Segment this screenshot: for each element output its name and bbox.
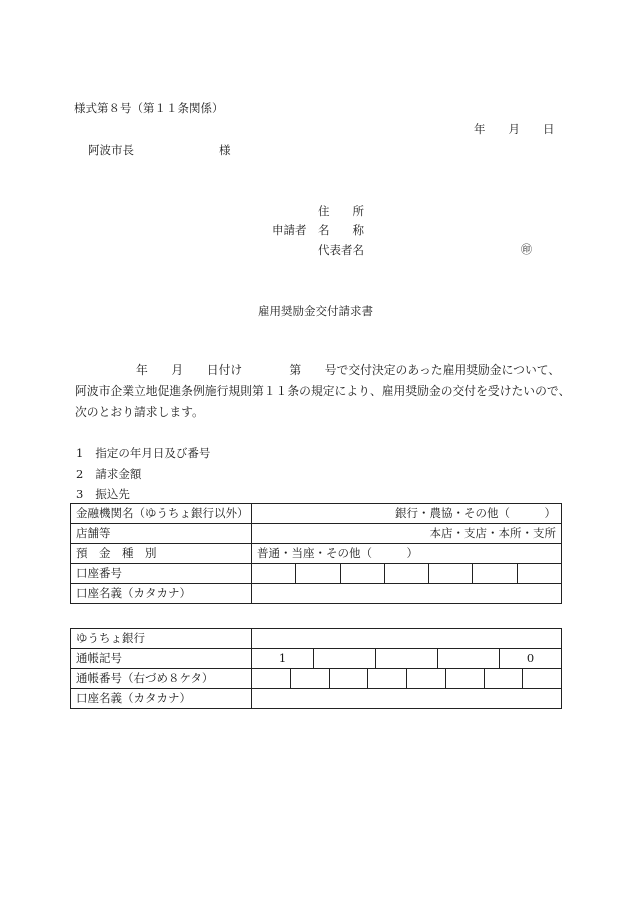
account-number-cells[interactable] (252, 564, 562, 584)
table-row (71, 669, 562, 689)
branch-options[interactable]: 本店・支店・本所・支所 (252, 524, 562, 544)
yucho-account-table (70, 628, 562, 709)
digit-cell[interactable] (367, 669, 406, 688)
applicant-name: 名 称 (318, 223, 364, 237)
table-row (71, 504, 562, 524)
institution-options[interactable]: 銀行・農協・その他（ ） (252, 504, 562, 524)
item-label: 請求金額 (95, 467, 142, 481)
digit-cell[interactable] (472, 564, 516, 583)
branch-label: 店舗等 (71, 524, 252, 544)
table-row (71, 629, 562, 649)
body-line-2: 阿波市企業立地促進条例施行規則第１１条の規定により、雇用奨励金の交付を受けたいので、 (75, 384, 571, 398)
item-3 (76, 487, 130, 501)
body-line-1: 年 月 日付け 第 号で交付決定のあった雇用奨励金について、 (136, 363, 561, 377)
symbol-cell[interactable] (375, 649, 437, 668)
item-label: 指定の年月日及び番号 (95, 446, 211, 460)
digit-cell[interactable] (384, 564, 428, 583)
item-number: 1 (76, 446, 84, 460)
applicant-representative: 代表者名 (318, 243, 364, 257)
applicant-label: 申請者 (272, 223, 307, 237)
yucho-holder-label: 口座名義（カタカナ） (71, 689, 252, 709)
digit-cell[interactable] (428, 564, 472, 583)
passbook-symbol-label: 通帳記号 (71, 649, 252, 669)
symbol-cell[interactable]: 1 (278, 651, 287, 665)
yucho-bank-field[interactable] (252, 629, 562, 649)
bank-account-table (70, 503, 562, 604)
institution-label: 金融機関名（ゆうちょ銀行以外） (71, 504, 252, 524)
digit-cell[interactable] (445, 669, 484, 688)
digit-cell[interactable] (329, 669, 368, 688)
item-2 (76, 467, 141, 481)
passbook-number-cells[interactable] (252, 669, 562, 689)
addressee: 阿波市長 (88, 143, 134, 157)
digit-cell[interactable] (484, 669, 523, 688)
item-number: 2 (76, 467, 84, 481)
applicant-address: 住 所 (318, 204, 364, 218)
digit-cell[interactable] (522, 669, 561, 688)
digit-cell[interactable] (340, 564, 384, 583)
symbol-cell[interactable]: 0 (499, 649, 561, 668)
deposit-type-label: 預 金 種 別 (71, 544, 252, 564)
symbol-cell[interactable] (313, 649, 375, 668)
digit-cell[interactable] (290, 669, 329, 688)
yucho-bank-label: ゆうちょ銀行 (71, 629, 252, 649)
form-number: 様式第８号（第１１条関係） (74, 101, 224, 115)
passbook-number-label: 通帳番号（右づめ８ケタ） (71, 669, 252, 689)
item-1 (76, 446, 210, 460)
digit-cell[interactable] (517, 564, 561, 583)
honorific: 様 (219, 143, 231, 157)
passbook-symbol-cells[interactable] (252, 649, 562, 669)
table-row (71, 564, 562, 584)
table-row (71, 584, 562, 604)
table-row (71, 544, 562, 564)
account-holder-label: 口座名義（カタカナ） (71, 584, 252, 604)
deposit-type-options[interactable]: 普通・当座・その他（ ） (252, 544, 562, 564)
date-line: 年 月 日 (474, 122, 555, 136)
account-number-label: 口座番号 (71, 564, 252, 584)
yucho-holder-field[interactable] (252, 689, 562, 709)
digit-cell[interactable] (252, 669, 290, 688)
document-title: 雇用奨励金交付請求書 (258, 304, 373, 318)
digit-cell[interactable] (252, 564, 295, 583)
table-row (71, 649, 562, 669)
seal-mark: ㊞ (521, 243, 532, 256)
account-holder-field[interactable] (252, 584, 562, 604)
digit-cell[interactable] (295, 564, 339, 583)
item-label: 振込先 (95, 487, 130, 501)
body-line-3: 次のとおり請求します。 (75, 405, 204, 419)
digit-cell[interactable] (406, 669, 445, 688)
item-number: 3 (76, 487, 84, 501)
symbol-cell[interactable] (437, 649, 499, 668)
table-row (71, 689, 562, 709)
table-row (71, 524, 562, 544)
